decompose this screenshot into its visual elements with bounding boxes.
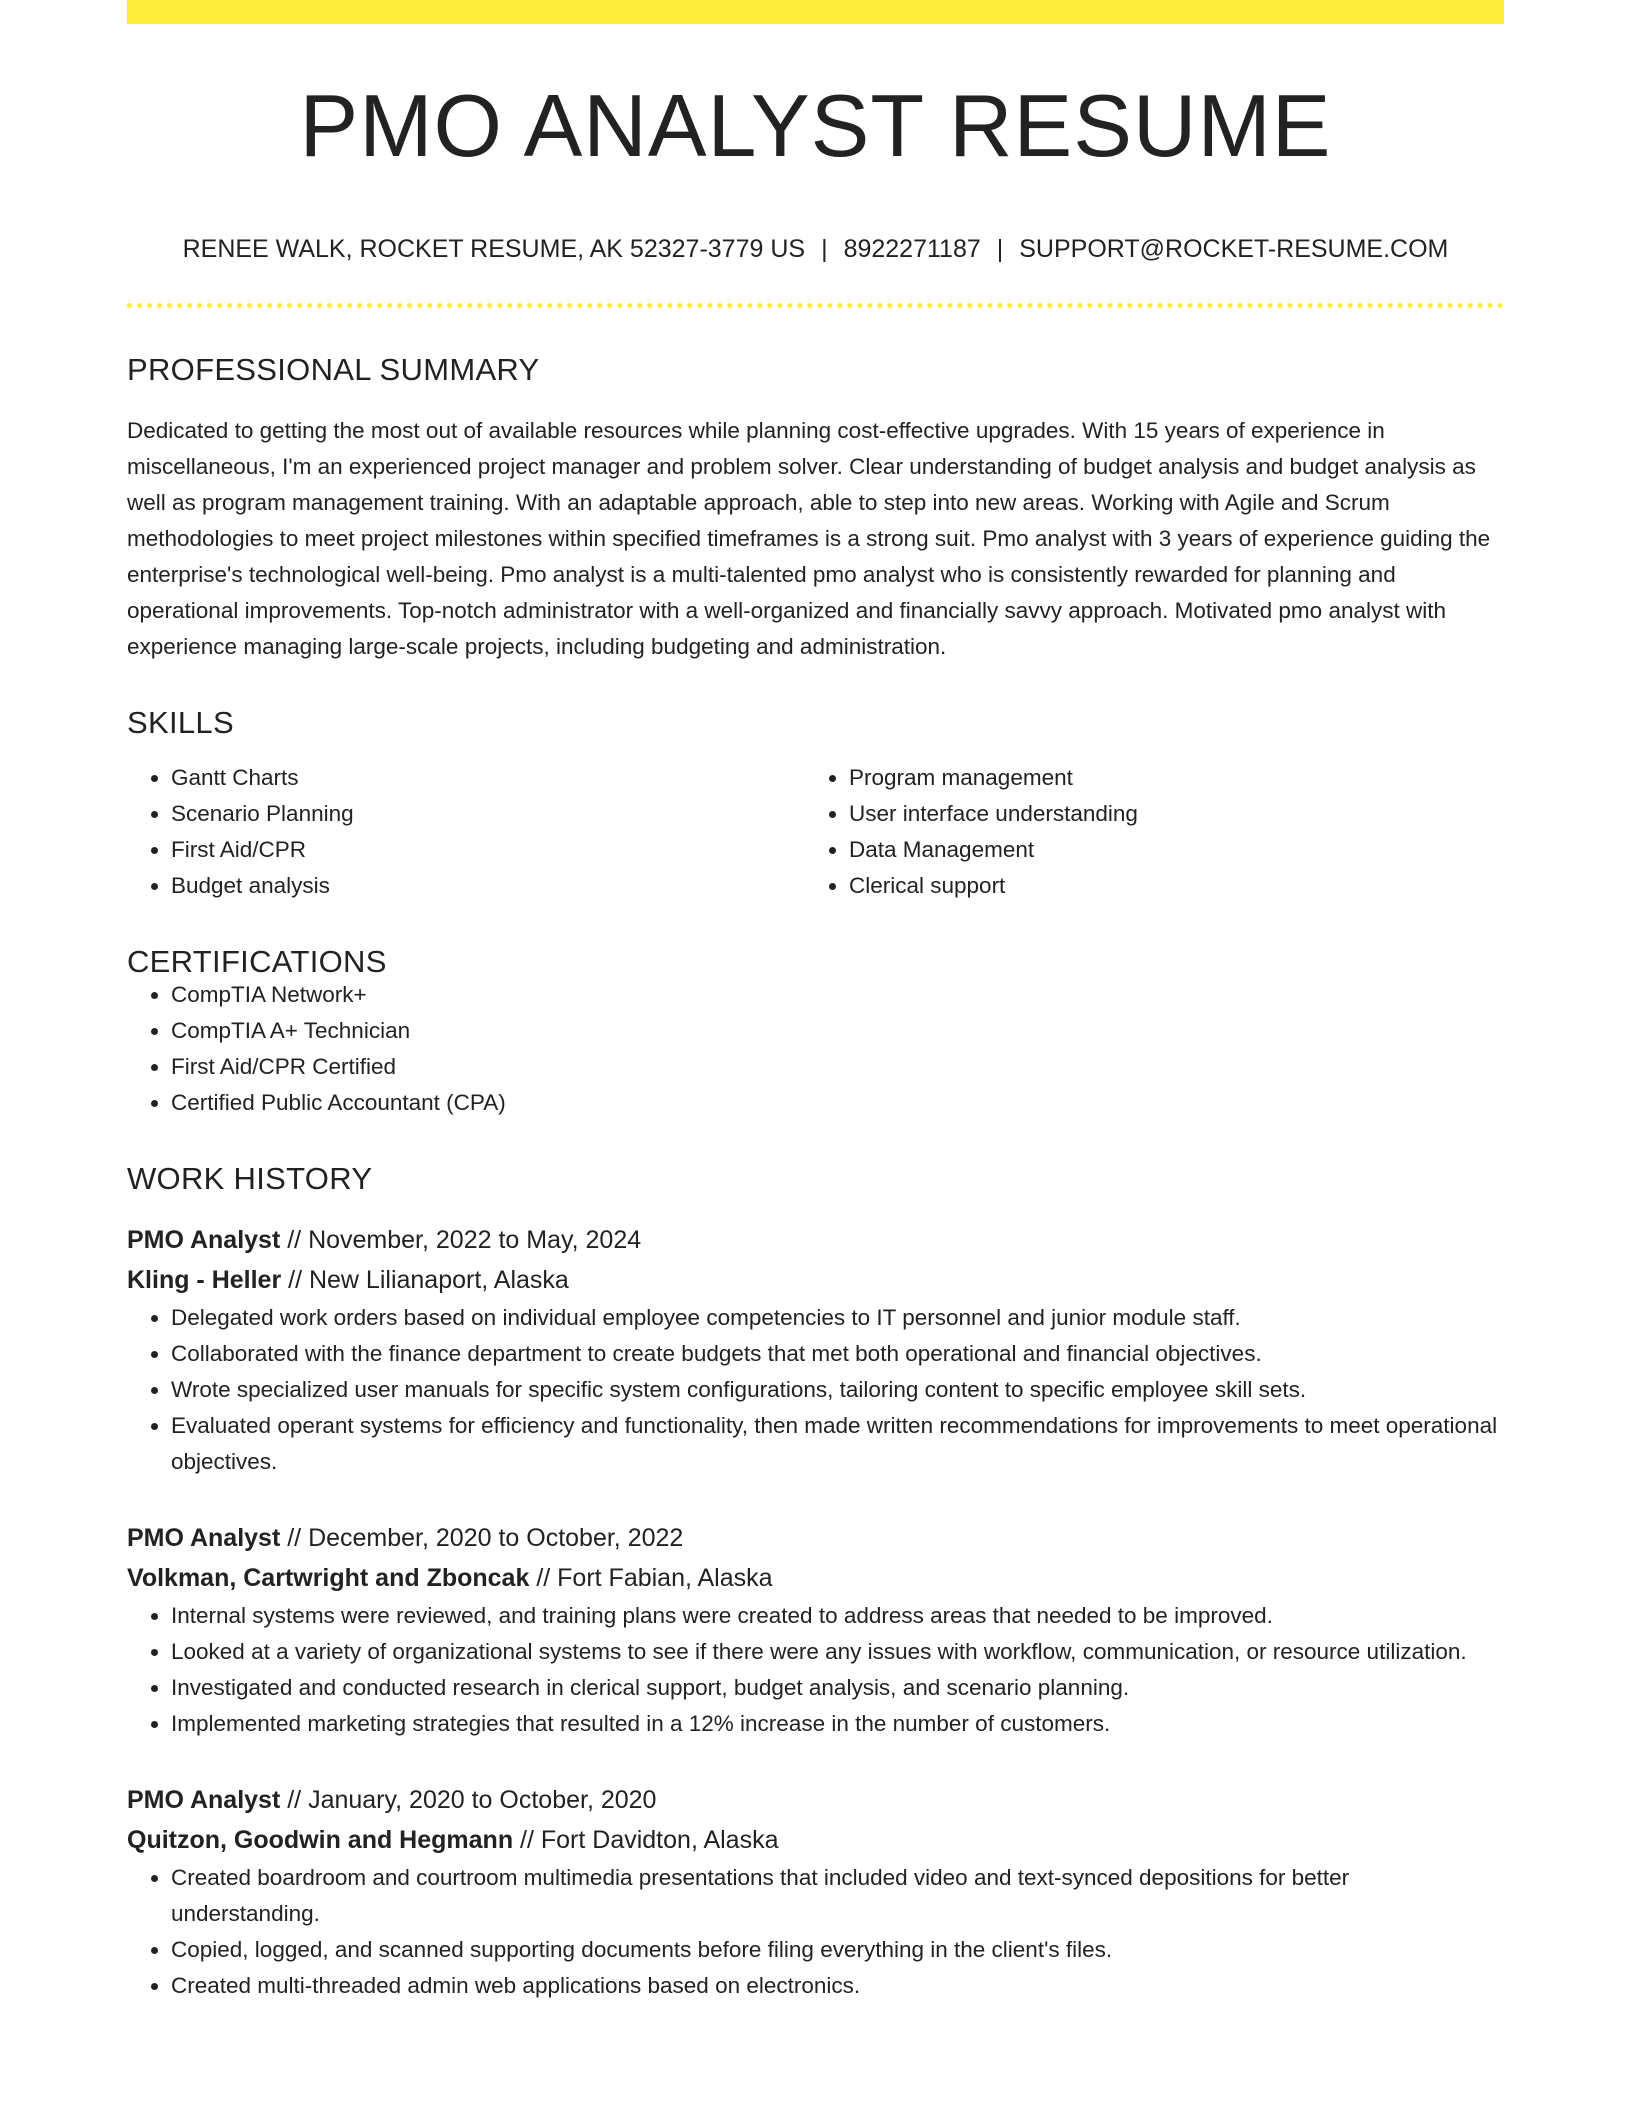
job-entry (127, 1518, 1504, 1742)
skill-item: • First Aid/CPR (171, 832, 805, 868)
certification-item: • First Aid/CPR Certified (171, 1049, 1504, 1085)
job-location: // New Lilianaport, Alaska (281, 1266, 569, 1294)
skill-item: • Gantt Charts (171, 760, 805, 796)
resume-page (127, 0, 1504, 2004)
page-title: PMO ANALYST RESUME (299, 76, 1332, 175)
skill-item: • Scenario Planning (171, 796, 805, 832)
job-title-line (127, 1518, 1504, 1558)
job-bullet: • Collaborated with the finance department to create budgets that met both operational and financial objectives. (171, 1336, 1504, 1372)
contact-separator: | (996, 235, 1004, 263)
job-bullets (127, 1300, 1504, 1480)
work-history-section (127, 1163, 1504, 2004)
skills-list-right (805, 760, 1483, 904)
contact-info (127, 237, 1504, 262)
job-dates: // December, 2020 to October, 2022 (280, 1524, 684, 1552)
skills-list-left (127, 760, 805, 904)
job-company: Volkman, Cartwright and Zboncak (127, 1564, 530, 1592)
job-bullets (127, 1598, 1504, 1742)
work-history-heading: WORK HISTORY (127, 1161, 373, 1196)
skill-item: • Data Management (849, 832, 1483, 868)
certifications-list (127, 977, 1504, 1121)
job-dates: // November, 2022 to May, 2024 (280, 1226, 642, 1254)
job-title: PMO Analyst (127, 1226, 281, 1254)
summary-heading: PROFESSIONAL SUMMARY (127, 352, 540, 387)
job-dates: // January, 2020 to October, 2020 (280, 1786, 657, 1814)
skill-item: • Budget analysis (171, 868, 805, 904)
job-title-line (127, 1780, 1504, 1820)
job-bullet: • Created boardroom and courtroom multimedia presentations that included video and text-synced depositions for better understanding. (171, 1860, 1504, 1932)
job-title-line (127, 1220, 1504, 1260)
summary-text: Dedicated to getting the most out of available resources while planning cost-effective upgrades. With 15 years of experience in miscellaneous, I'm an experienced project manager and problem solver. Clear understanding of budget analysis and budget analysis as well as program management training. With an adaptable approach, able to step into new areas. Working with Agile and Scrum methodologies to meet project milestones within specified timeframes is a strong suit. Pmo analyst with 3 years of experience guiding the enterprise's technological well-being. Pmo analyst is a multi-talented pmo analyst who is consistently rewarded for planning and operational improvements. Top-notch administrator with a well-organized and financially savvy approach. Motivated pmo analyst with experience managing large-scale projects, including budgeting and administration. (127, 418, 1491, 659)
certifications-section (127, 946, 1504, 1121)
accent-top-bar (127, 0, 1504, 24)
dotted-divider (127, 303, 1504, 308)
job-bullet: • Wrote specialized user manuals for specific system configurations, tailoring content to specific employee skill sets. (171, 1372, 1504, 1408)
skills-section (127, 707, 1504, 904)
job-bullet: • Created multi-threaded admin web applications based on electronics. (171, 1968, 1504, 2004)
job-bullet: • Copied, logged, and scanned supporting documents before filing everything in the client's files. (171, 1932, 1504, 1968)
job-bullet: • Delegated work orders based on individual employee competencies to IT personnel and junior module staff. (171, 1300, 1504, 1336)
job-company: Kling - Heller (127, 1266, 282, 1294)
job-bullet: • Implemented marketing strategies that resulted in a 12% increase in the number of customers. (171, 1706, 1504, 1742)
contact-email: SUPPORT@ROCKET-RESUME.COM (1019, 235, 1449, 263)
job-bullet: • Internal systems were reviewed, and training plans were created to address areas that needed to be improved. (171, 1598, 1504, 1634)
skill-item: • Clerical support (849, 868, 1483, 904)
job-location: // Fort Fabian, Alaska (529, 1564, 773, 1592)
certification-item: • Certified Public Accountant (CPA) (171, 1085, 1504, 1121)
skills-column-left (127, 760, 805, 904)
job-title: PMO Analyst (127, 1524, 281, 1552)
contact-separator: | (821, 235, 828, 263)
certifications-heading: CERTIFICATIONS (127, 944, 387, 979)
job-bullet: • Looked at a variety of organizational systems to see if there were any issues with workflow, communication, or resource utilization. (171, 1634, 1504, 1670)
job-bullet: • Investigated and conducted research in clerical support, budget analysis, and scenario planning. (171, 1670, 1504, 1706)
skills-column-right (805, 760, 1483, 904)
skills-heading: SKILLS (127, 705, 234, 740)
skill-item: • User interface understanding (849, 796, 1483, 832)
job-entry (127, 1220, 1504, 1480)
contact-address: RENEE WALK, ROCKET RESUME, AK 52327-3779 US (182, 235, 806, 263)
job-entry (127, 1780, 1504, 2004)
job-company-line (127, 1260, 1504, 1300)
skill-item: • Program management (849, 760, 1483, 796)
job-location: // Fort Davidton, Alaska (513, 1826, 779, 1854)
job-title: PMO Analyst (127, 1786, 281, 1814)
job-company: Quitzon, Goodwin and Hegmann (127, 1826, 514, 1854)
job-bullet: • Evaluated operant systems for efficiency and functionality, then made written recommendations for improvements to meet operational objectives. (171, 1408, 1504, 1480)
summary-section (127, 354, 1504, 665)
certification-item: • CompTIA Network+ (171, 977, 1504, 1013)
job-bullets (127, 1860, 1504, 2004)
skills-grid (127, 760, 1504, 904)
contact-phone: 8922271187 (843, 235, 981, 263)
job-company-line (127, 1558, 1504, 1598)
certification-item: • CompTIA A+ Technician (171, 1013, 1504, 1049)
job-company-line (127, 1820, 1504, 1860)
